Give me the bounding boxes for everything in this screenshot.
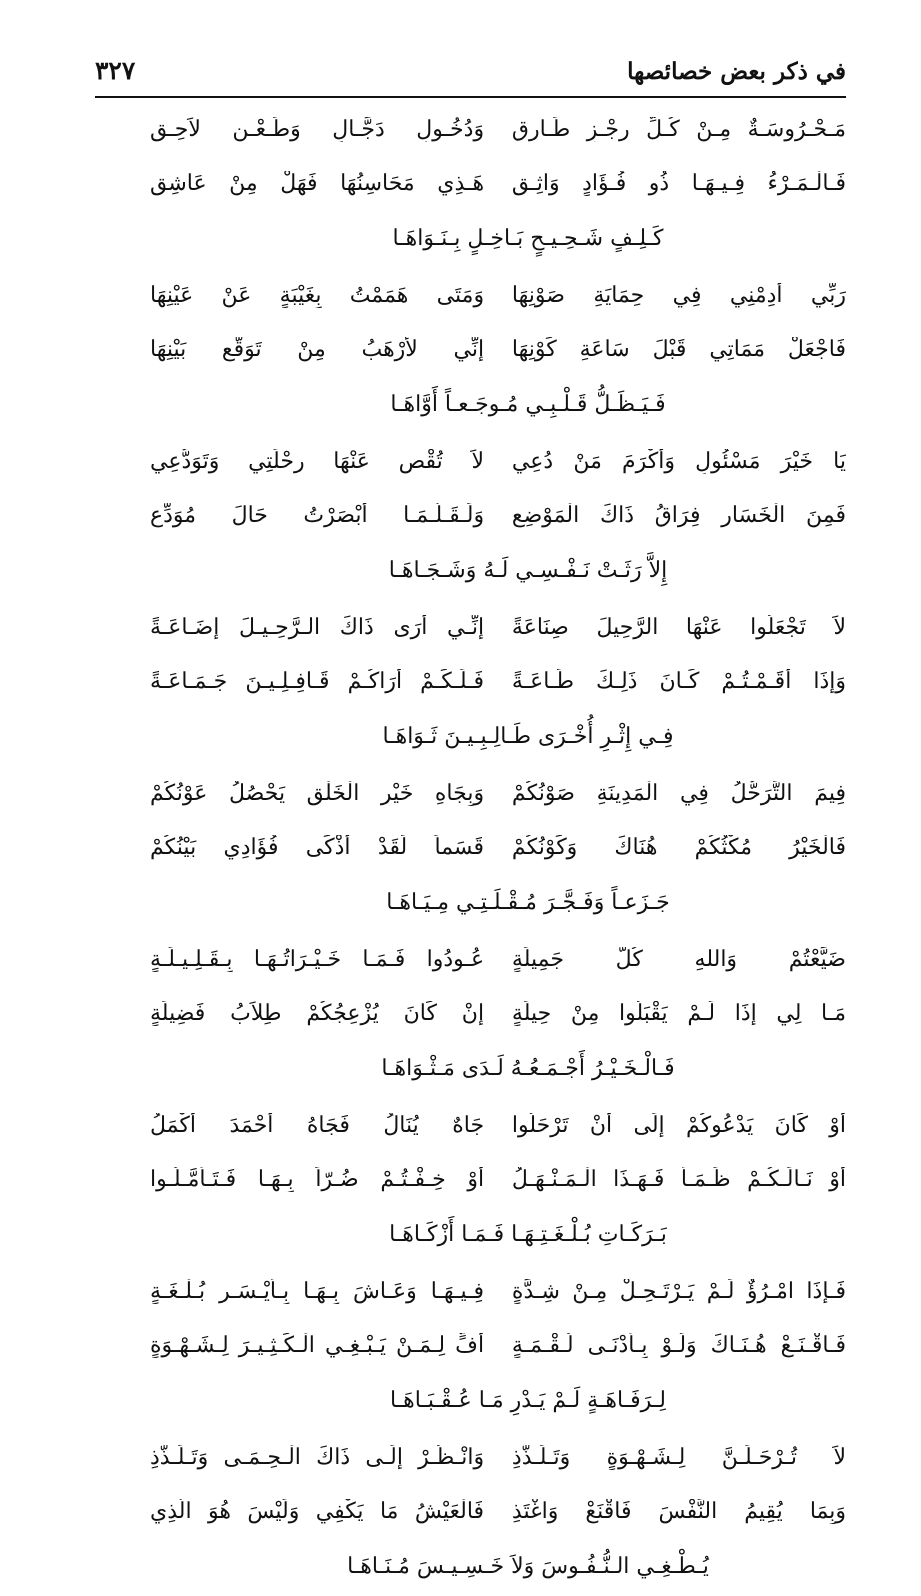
verse-left-hemistich: لاَ تُقْصِ عَنْهَا رِحْلَتِي وَتَوَدُّعِي — [150, 448, 485, 474]
verse-right-hemistich: مَـا لِي إِذَا لَـمْ يَقْبَلُوا مِنْ حِيلَةٍ — [511, 1000, 846, 1026]
verse-right-hemistich: أَوْ نَـالَـكُـمْ ظَـمَـأٌ فَـهَـذَا الْـمَـنْـهَـلُ — [511, 1166, 846, 1192]
verse-left-hemistich: فِـيـهَـا وَعَـاشَ بِـهَـا بِـأَيْـسَـرِ بُـلْـغَـةٍ — [150, 1278, 485, 1304]
verse-right-hemistich: ضَيَّعْتُمْ وَاللهِ كُلَّ جَمِيلَةٍ — [511, 946, 846, 972]
verse — [150, 102, 846, 156]
stanza — [150, 1098, 846, 1264]
stanza — [150, 1264, 846, 1430]
verse — [150, 268, 846, 322]
verse-right-hemistich: فَالْخَيْرُ مُكْثُكُمْ هُنَاكَ وَكَوْنُكُمْ — [511, 834, 846, 860]
verse-left-hemistich: وَانْـظُـرْ إِلَـى ذَاكَ الْـحِـمَـى وَتَـلَـذَّذِ — [150, 1444, 485, 1470]
verse-left-hemistich: وَبِجَاهِ خَيْرِ الْخَلْقِ يَحْصُلُ عَوْنُكُمْ — [150, 780, 485, 806]
verse-left-hemistich: وَدُخُـولِ دَجَّـالٍ وَطَـعْـنٍ لاَحِـقِ — [150, 116, 485, 142]
verse — [150, 1264, 846, 1318]
verse-left-hemistich: عُـودُوا فَـمَـا خَـيْـرَاتُـهَـا بِـقَـلِـيـلَـةٍ — [150, 946, 485, 972]
running-title: في ذكر بعض خصائصها — [627, 58, 846, 85]
verse-right-hemistich: فَـالْـمَـرْءُ فِـيـهَـا ذُو فُـؤَادٍ وَاثِـقٍ — [511, 170, 846, 196]
stanza — [150, 766, 846, 932]
page-number: ٣٢٧ — [95, 56, 136, 85]
verse — [150, 322, 846, 376]
verse-left-hemistich: إِنْ كَانَ يُزْعِجُكُمْ طِلاَبُ فَضِيلَةٍ — [150, 1000, 485, 1026]
verse — [150, 1098, 846, 1152]
refrain-line: لِـرَفَـاهَـةٍ لَـمْ يَـدْرِ مَـا عُـقْـبَـاهَـا — [390, 1388, 666, 1413]
verse-left-hemistich: فَالْعَيْشُ مَا يَكْفِي وَلَيْسَ هُوَ الَّذِي — [150, 1498, 485, 1524]
verse-right-hemistich: فِيمَ التَّرَحُّلُ فِي الْمَدِينَةِ صَوْنُكُمْ — [511, 780, 846, 806]
verse — [150, 820, 846, 874]
refrain-line: فَـيَـظَـلُّ قَـلْـبِـي مُـوجَـعـاً أَوَّاهَـا — [390, 392, 666, 417]
refrain-line: كَـلِـفٍ شَـحِـيـحٍ بَـاخِـلٍ بِـنَـوَاهَـا — [392, 226, 664, 251]
verse — [150, 1152, 846, 1206]
verse — [150, 488, 846, 542]
verse — [150, 932, 846, 986]
verse-right-hemistich: مَـحْـرُوسَـةٌ مِـنْ كُـلِّ رِجْـزٍ طَـارِقٍ — [511, 116, 846, 142]
stanza — [150, 1430, 846, 1596]
poem-body — [150, 102, 846, 1596]
verse — [150, 1318, 846, 1372]
verse-left-hemistich: جَاهٌ يُنَالُ فَجَاهُ أَحْمَدَ أَكْمَلُ — [150, 1112, 485, 1138]
stanza — [150, 102, 846, 268]
refrain-line: إِلاَّ رَثَـتْ نَـفْـسِـي لَـهُ وَشَـجَـاهَـا — [388, 558, 668, 583]
refrain-line: جَـزَعـاً وَفَـجَّـرَ مُـقْـلَـتِـي مِـيَـاهَـا — [386, 890, 670, 915]
refrain-line: فَـالْـخَـيْـرُ أَجْـمَـعُـهُ لَـدَى مَـثْـوَاهَـا — [381, 1056, 675, 1081]
verse-left-hemistich: أُفٍّ لِـمَـنْ يَـبْـغِـي الْـكَـثِـيـرَ لِـشَـهْـوَةٍ — [150, 1332, 485, 1358]
verse-right-hemistich: فَاجْعَلْ مَمَاتِي قَبْلَ سَاعَةِ كَوْنِهَا — [511, 336, 846, 362]
verse — [150, 1430, 846, 1484]
verse-left-hemistich: أَوْ خِـفْـتُـمْ ضُـرّاً بِـهَـا فَـتَـأَمَّـلُـوا — [150, 1166, 485, 1192]
verse-right-hemistich: وَإِذَا أَقَـمْـتُـمْ كَـانَ ذَلِـكَ طَـاعَـةً — [511, 668, 846, 694]
verse-right-hemistich: أَوْ كَانَ يَدْعُوكُمْ إِلَى أَنْ تَرْحَلُوا — [511, 1112, 846, 1138]
verse-left-hemistich: وَلَـقَـلَّـمَـا أَبْصَرْتُ حَالَ مُوَدِّعِ — [150, 502, 485, 528]
refrain-line: يُـطْـغِـي الـنُّـفُـوسَ وَلاَ خَـسِـيـسَ مُـنَـاهَـا — [347, 1554, 709, 1579]
verse-right-hemistich: رَبِّي أَدِمْنِي فِي حِمَايَةِ صَوْنِهَا — [511, 282, 846, 308]
verse — [150, 766, 846, 820]
verse-left-hemistich: إِنِّي لأَرْهَبُ مِنْ تَوَقُّعِ بَيْنِهَا — [150, 336, 485, 362]
verse-left-hemistich: إِنِّـي أَرَى ذَاكَ الـرَّحِـيـلَ إِضَـاعَـةً — [150, 614, 485, 640]
stanza — [150, 268, 846, 434]
verse — [150, 156, 846, 210]
refrain-line: بَـرَكَـاتِ بُـلْـغَـتِـهَـا فَـمَـا أَزْكَـاهَـا — [389, 1222, 667, 1247]
verse-left-hemistich: وَمَتَى هَمَمْتُ بِغَيْبَةٍ عَنْ عَيْنِهَا — [150, 282, 485, 308]
verse — [150, 986, 846, 1040]
verse-right-hemistich: فَمِنَ الْخَسَارِ فِرَاقُ ذَاكَ الْمَوْضِعِ — [511, 502, 846, 528]
verse-left-hemistich: هَـذِي مَحَاسِنُهَا فَهَلْ مِنْ عَاشِقٍ — [150, 170, 485, 196]
stanza — [150, 932, 846, 1098]
refrain-line: فِـي إِثْـرِ أُخْـرَى طَـالِـبِـيـنَ ثَـوَاهَـا — [382, 724, 674, 749]
verse-right-hemistich: يَا خَيْرَ مَسْئُولٍ وَأَكْرَمَ مَنْ دُعِي — [511, 448, 846, 474]
stanza — [150, 434, 846, 600]
stanza — [150, 600, 846, 766]
page-header — [95, 52, 846, 98]
verse — [150, 1484, 846, 1538]
verse — [150, 434, 846, 488]
verse-left-hemistich: قَسَماً لَقَدْ أَذْكَى فُؤَادِي بَيْنُكُمْ — [150, 834, 485, 860]
verse-right-hemistich: لاَ تُـرْحَـلَـنَّ لِـشَـهْـوَةٍ وَتَـلَـذُّذِ — [511, 1444, 846, 1470]
verse — [150, 654, 846, 708]
verse-right-hemistich: وَبِمَا يُقِيمُ النَّفْسَ فَاقْنَعْ وَاغْتَذِ — [511, 1498, 846, 1524]
verse-left-hemistich: فَـلَـكَـمْ أَرَاكُـمْ قَـافِـلِـيـنَ جَـمَـاعَـةً — [150, 668, 485, 694]
verse-right-hemistich: فَـاقْـنَـعْ هُـنَـاكَ وَلَـوْ بِـأَدْنَـى لُـقْـمَـةٍ — [511, 1332, 846, 1358]
verse-right-hemistich: فَـإِذَا امْـرُؤٌ لَـمْ يَـرْتَـحِـلْ مِـنْ شِـدَّةٍ — [511, 1278, 846, 1304]
verse — [150, 600, 846, 654]
verse-right-hemistich: لاَ تَجْعَلُوا عَنْهَا الرَّحِيلَ صِنَاعَةً — [511, 614, 846, 640]
